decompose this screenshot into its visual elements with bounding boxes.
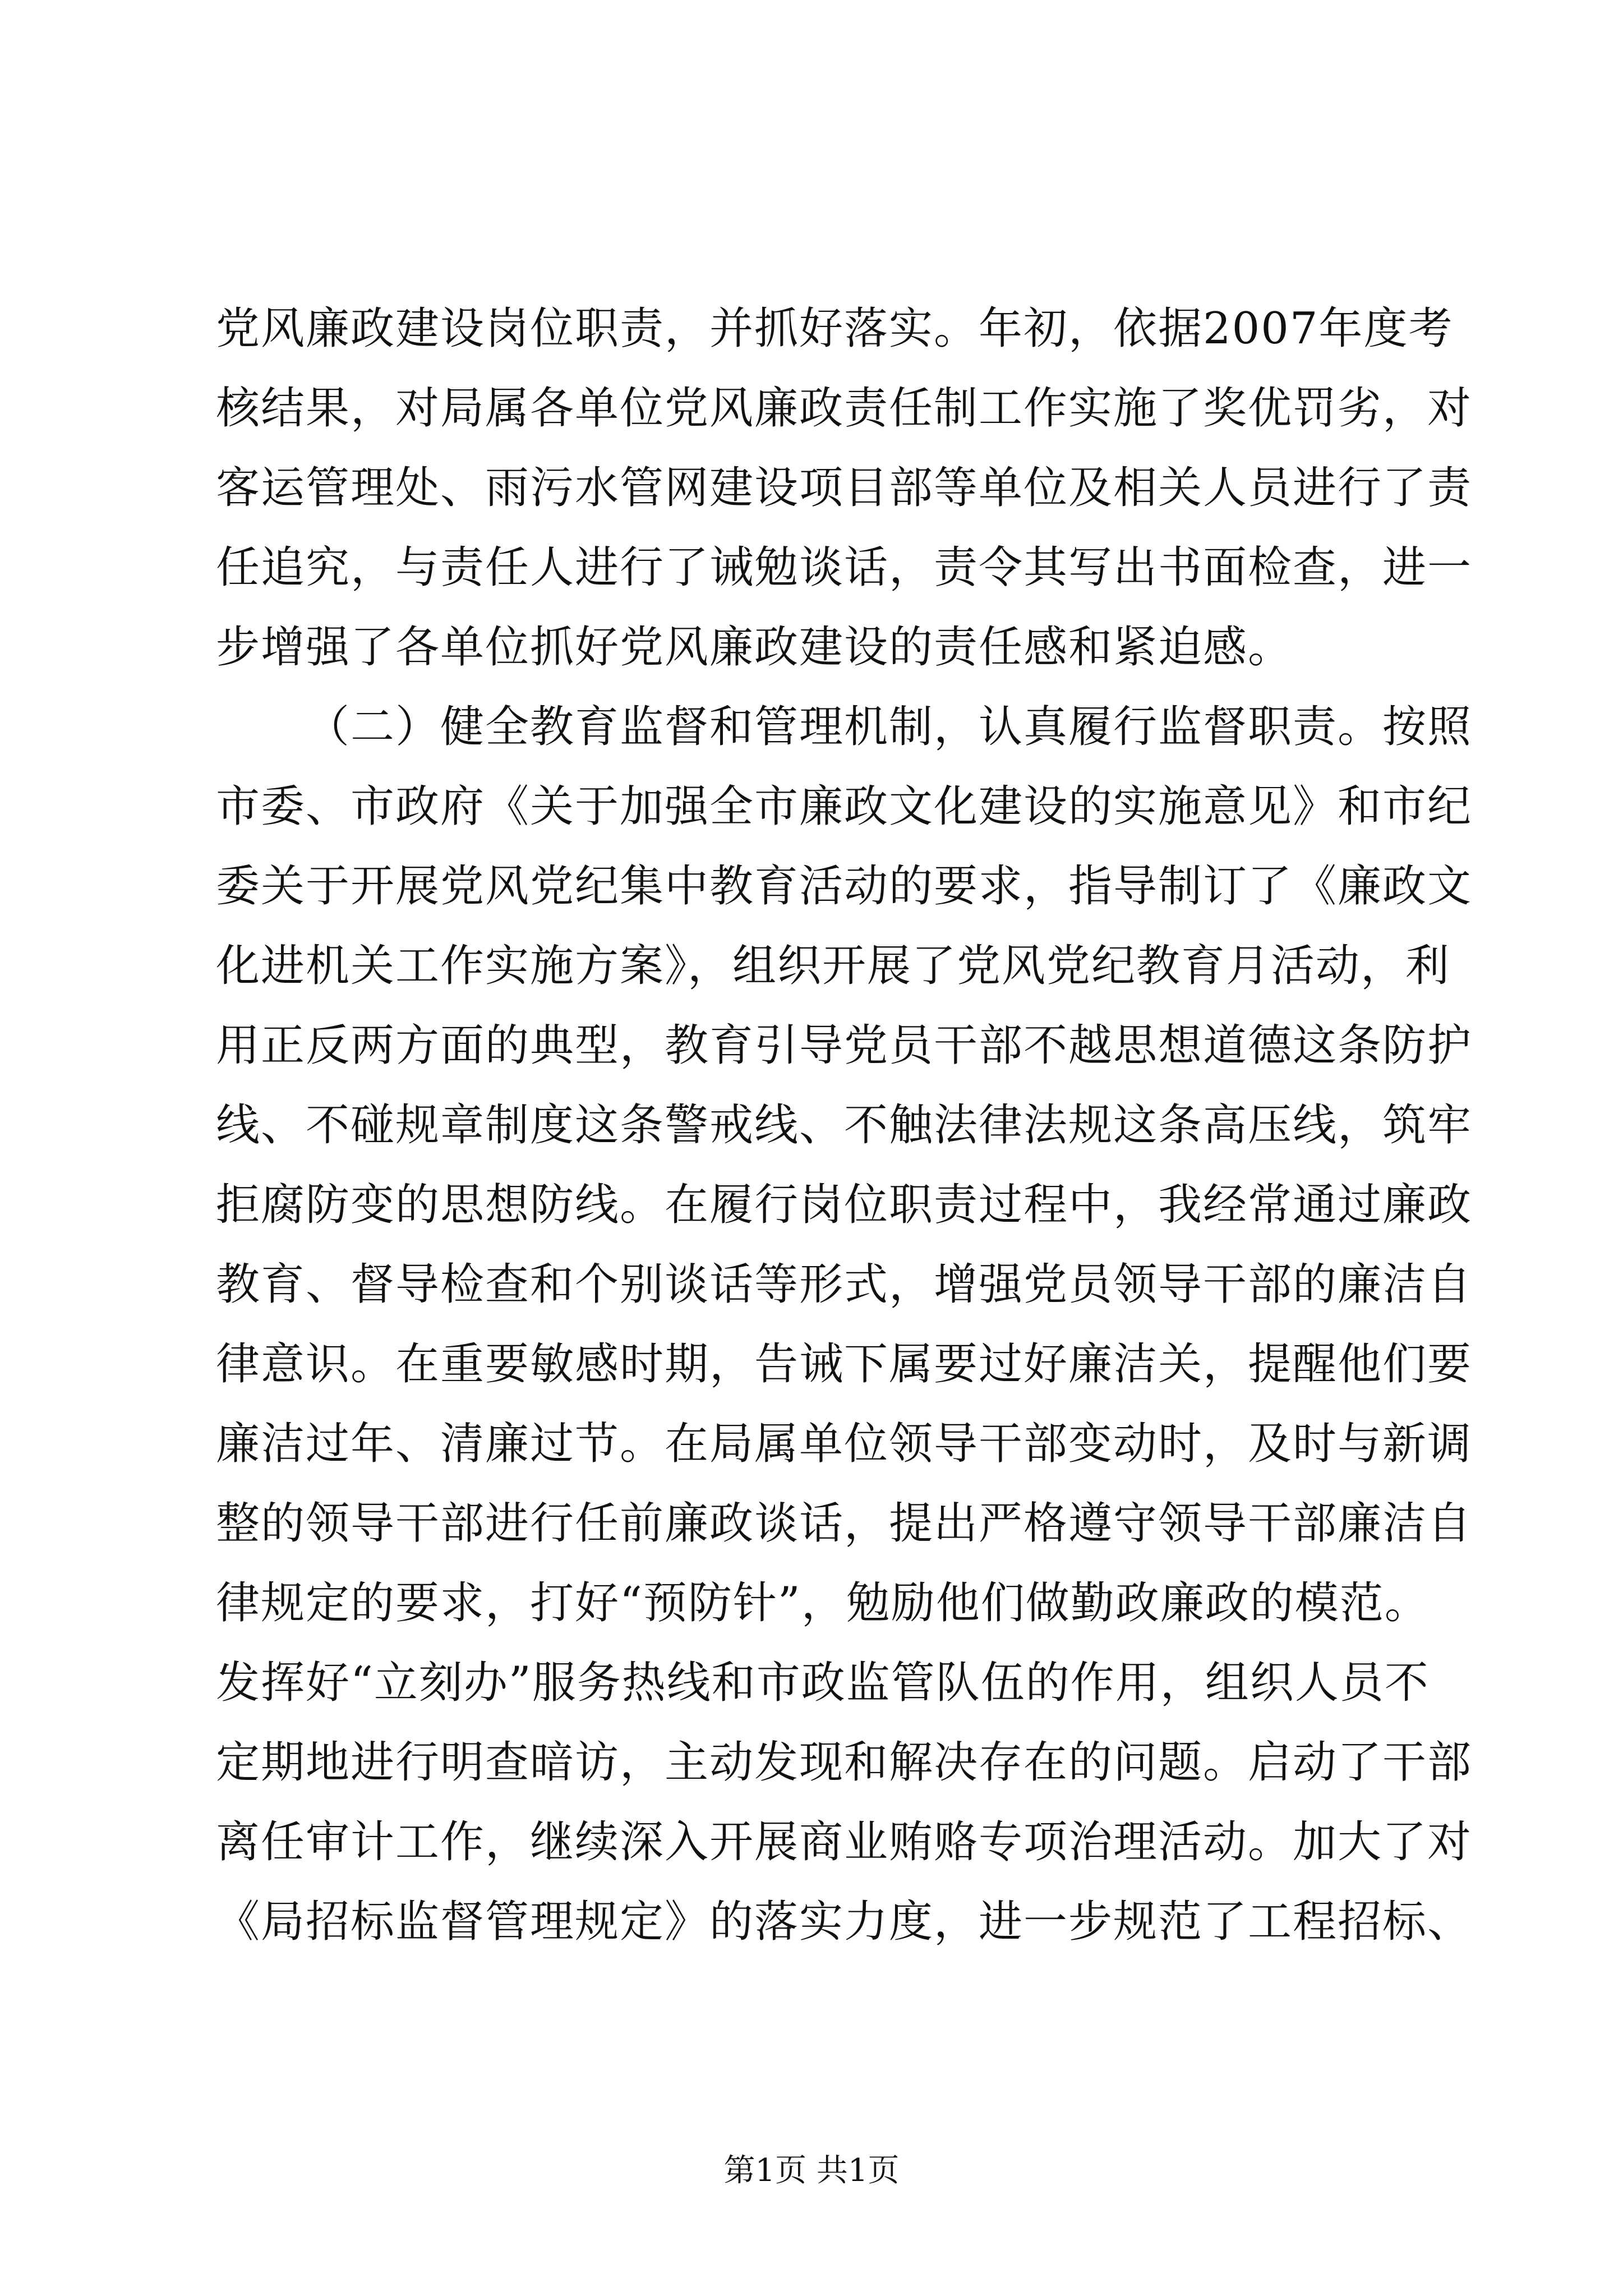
text-line-2: 核结果，对局属各单位党风廉政责任制工作实施了奖优罚劣，对: [216, 383, 1473, 434]
text-line-9: 化进机关工作实施方案》，组织开展了党风党纪教育月活动，利: [216, 941, 1451, 991]
text-line-18: 发挥好“立刻办”服务热线和市政监管队伍的作用，组织人员不: [216, 1658, 1430, 1708]
text-line-10: 用正反两方面的典型，教育引导党员干部不越思想道德这条防护: [216, 1020, 1473, 1071]
text-line-13: 教育、督导检查和个别谈话等形式，增强党员领导干部的廉洁自: [216, 1259, 1473, 1310]
text-line-11: 线、不碰规章制度这条警戒线、不触法律法规这条高压线，筑牢: [216, 1100, 1473, 1151]
text-line-3: 客运管理处、雨污水管网建设项目部等单位及相关人员进行了责: [216, 463, 1473, 513]
text-line-20: 离任审计工作，继续深入开展商业贿赂专项治理活动。加大了对: [216, 1817, 1473, 1867]
text-line-15: 廉洁过年、清廉过节。在局属单位领导干部变动时，及时与新调: [216, 1419, 1473, 1469]
page-footer: 第1页 共1页: [723, 2152, 900, 2189]
text-line-14: 律意识。在重要敏感时期，告诫下属要过好廉洁关，提醒他们要: [216, 1339, 1473, 1389]
text-line-16: 整的领导干部进行任前廉政谈话，提出严格遵守领导干部廉洁自: [216, 1498, 1473, 1549]
text-line-19: 定期地进行明查暗访，主动发现和解决存在的问题。启动了干部: [216, 1737, 1473, 1788]
text-line-5: 步增强了各单位抓好党风廉政建设的责任感和紧迫感。: [216, 622, 1293, 673]
text-line-6: （二）健全教育监督和管理机制，认真履行监督职责。按照: [306, 702, 1473, 752]
text-line-17: 律规定的要求，打好“预防针”，勉励他们做勤政廉政的模范。: [216, 1578, 1430, 1628]
text-line-4: 任追究，与责任人进行了诫勉谈话，责令其写出书面检查，进一: [216, 542, 1473, 593]
document-body: [216, 289, 1473, 1962]
text-line-7: 市委、市政府《关于加强全市廉政文化建设的实施意见》和市纪: [216, 781, 1473, 832]
text-line-8: 委关于开展党风党纪集中教育活动的要求，指导制订了《廉政文: [216, 861, 1473, 912]
text-line-12: 拒腐防变的思想防线。在履行岗位职责过程中，我经常通过廉政: [216, 1180, 1473, 1230]
text-line-21: 《局招标监督管理规定》的落实力度，进一步规范了工程招标、: [216, 1897, 1473, 1947]
text-line-1: 党风廉政建设岗位职责，并抓好落实。年初，依据2007年度考: [216, 303, 1454, 354]
